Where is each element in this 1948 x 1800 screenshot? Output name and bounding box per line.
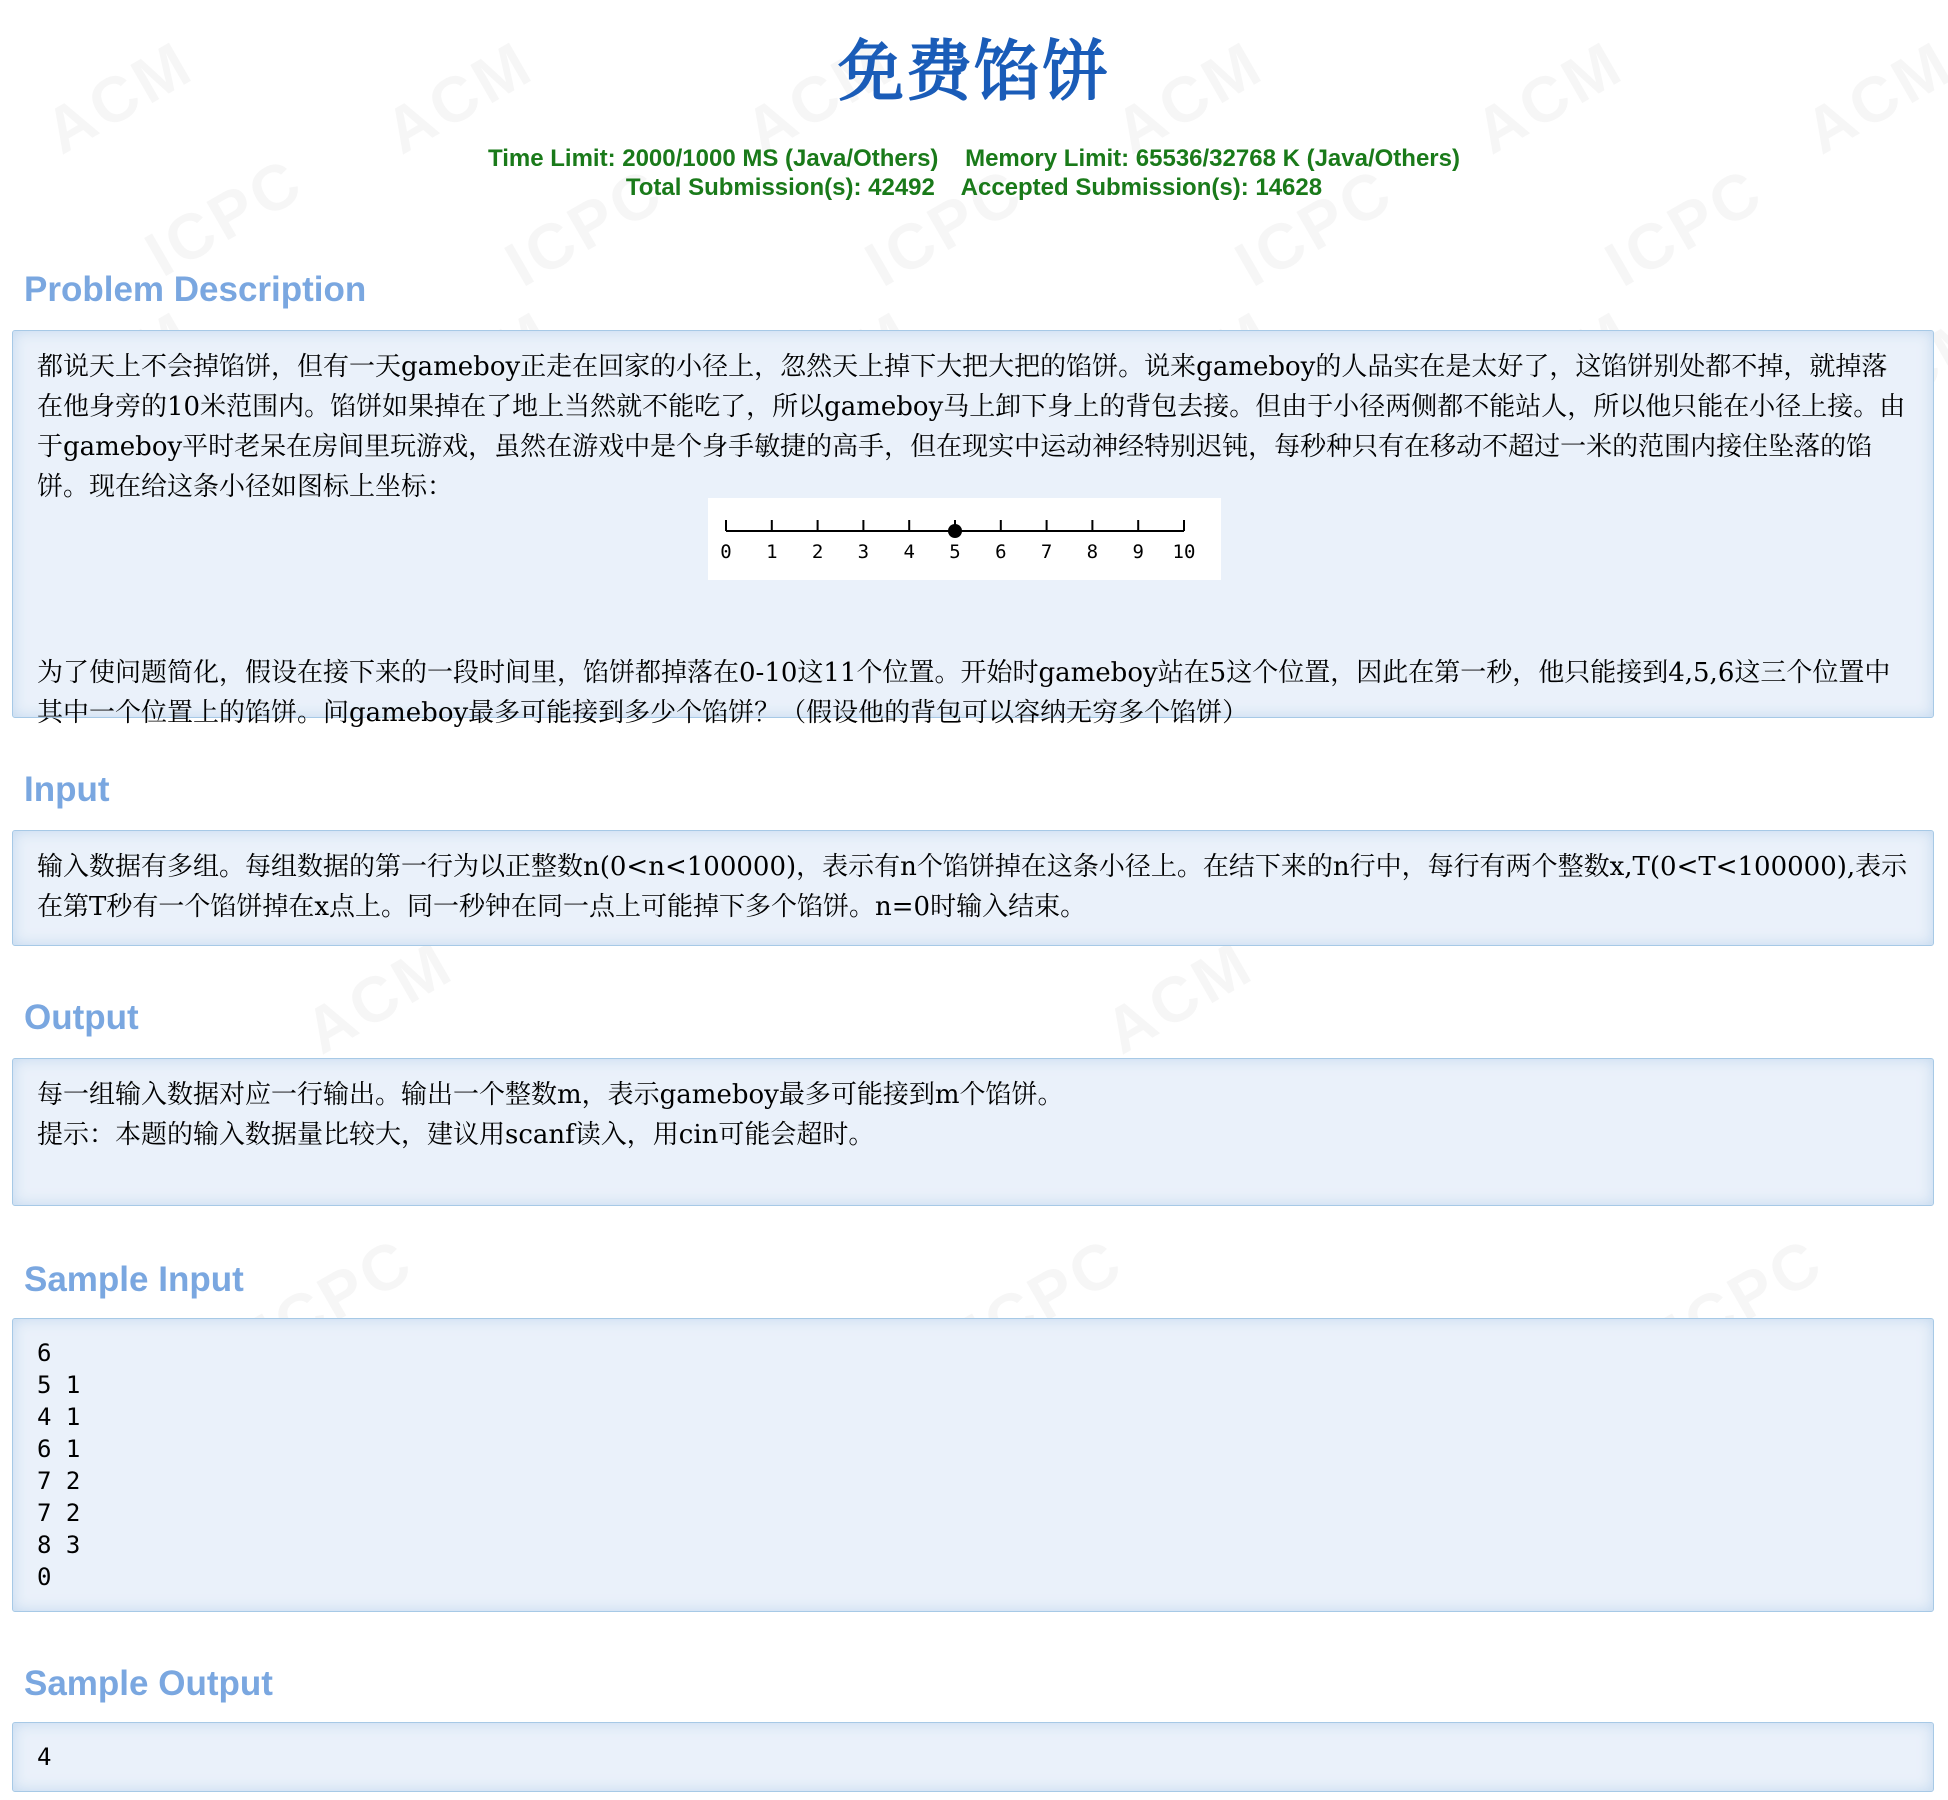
output-line-1: 每一组输入数据对应一行输出。输出一个整数m，表示gameboy最多可能接到m个馅饼。 [37, 1080, 1064, 1110]
number-line-tick-label: 4 [903, 541, 915, 563]
number-line-tick-label: 5 [949, 541, 961, 563]
number-line-tick-label: 10 [1172, 541, 1196, 563]
description-paragraph-1: 都说天上不会掉馅饼，但有一天gameboy正走在回家的小径上，忽然天上掉下大把大把的馅饼。说来gameboy的人品实在是太好了，这馅饼别处都不掉，就掉落在他身旁的10米范围内。馅饼如果掉在了地上当然就不能吃了，所以gameboy马上卸下身上的背包去接。但由于小径两侧都不能站人，所以他只能在小径上接。由于gameboy平时老呆在房间里玩游戏，虽然在游戏中是个身手敏捷的高手，但在现实中运动神经特别迟钝，每秒种只有在移动不超过一米的范围内接住坠落的馅饼。现在给这条小径如图标上坐标： [37, 352, 1906, 502]
output-panel [12, 1058, 1934, 1206]
number-line-tick-label: 0 [720, 541, 732, 563]
problem-limits [0, 144, 1948, 202]
description-paragraph-2: 为了使问题简化，假设在接下来的一段时间里，馅饼都掉落在0-10这11个位置。开始时gameboy站在5这个位置，因此在第一秒，他只能接到4,5,6这三个位置中其中一个位置上的馅饼。问gameboy最多可能接到多少个馅饼？（假设他的背包可以容纳无穷多个馅饼） [37, 658, 1891, 728]
number-line-figure [708, 498, 1221, 580]
sample-input-panel [12, 1318, 1934, 1612]
number-line-tick-label: 7 [1040, 541, 1053, 563]
sample-output-heading: Sample Output [24, 1664, 273, 1703]
number-line-tick-label: 3 [857, 541, 870, 563]
output-line-2: 提示：本题的输入数据量比较大，建议用scanf读入，用cin可能会超时。 [37, 1120, 875, 1150]
output-heading: Output [24, 998, 139, 1037]
input-text: 输入数据有多组。每组数据的第一行为以正整数n(0<n<100000)，表示有n个馅饼掉在这条小径上。在结下来的n行中，每行有两个整数x,T(0<T<100000),表示在第T秒有一个馅饼掉在x点上。同一秒钟在同一点上可能掉下多个馅饼。n=0时输入结束。 [37, 852, 1908, 922]
input-panel [12, 830, 1934, 946]
number-line-tick-label: 9 [1132, 541, 1144, 563]
sample-output-code: 4 [37, 1743, 52, 1771]
gameboy-position-marker [948, 524, 962, 538]
number-line-tick-label: 6 [995, 541, 1007, 563]
description-heading: Problem Description [24, 270, 367, 309]
problem-title: 免费馅饼 [838, 33, 1110, 110]
number-line-tick-label: 1 [766, 541, 778, 563]
sample-output-panel [12, 1722, 1934, 1792]
limits-line-2: Total Submission(s): 42492 Accepted Submission(s): 14628 [625, 174, 1323, 201]
sample-input-heading: Sample Input [24, 1260, 244, 1299]
number-line-tick-label: 2 [811, 541, 824, 563]
number-line-tick-label: 8 [1086, 541, 1099, 563]
limits-line-1: Time Limit: 2000/1000 MS (Java/Others) Memory Limit: 65536/32768 K (Java/Others) [488, 145, 1460, 172]
sample-input-code: 6 5 1 4 1 6 1 7 2 7 2 8 3 0 [37, 1339, 81, 1591]
number-line-svg [708, 498, 1221, 580]
input-heading: Input [24, 770, 110, 809]
